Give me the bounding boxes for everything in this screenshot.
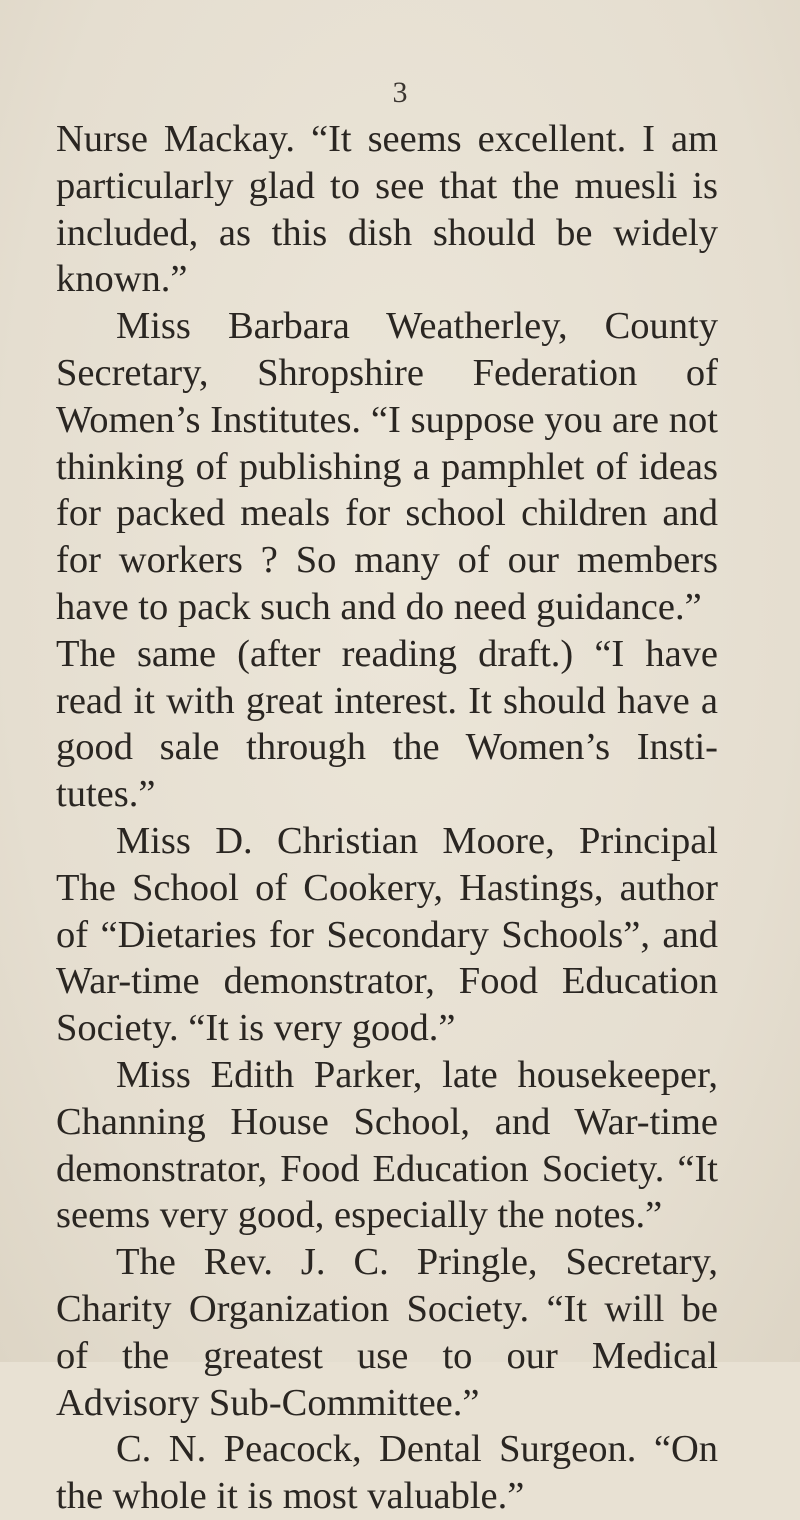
testimonial-peacock: C. N. Peacock, Dental Surgeon. “On the whole it is most valuable.” bbox=[56, 1428, 718, 1518]
testimonial-barbara-weatherley: Miss Barbara Weatherley, County Secretary, Shropshire Federation of Women’s Institutes. “I suppose you are not thinking of publishing a pamphlet of ideas for packed meals for school children and for workers ? So many of our members have to pack such and do need guidance.” bbox=[56, 305, 718, 628]
testimonial-same-after-draft: The same (after reading draft.) “I have read it with great interest. It should have a good sale through the Women’s Insti-tutes.” bbox=[56, 632, 718, 816]
page-number: 3 bbox=[392, 76, 408, 109]
testimonial-christian-moore: Miss D. Christian Moore, Principal The School of Cookery, Hastings, author of “Dietaries for Secondary Schools”, and War-time demonstrator, Food Education Society. “It is very good.” bbox=[56, 819, 718, 1050]
testimonials-text bbox=[56, 116, 718, 1520]
testimonial-rev-pringle: The Rev. J. C. Pringle, Secretary, Charity Organization Society. “It will be of the greatest use to our Medical Advisory Sub-Committee.” bbox=[56, 1241, 718, 1424]
testimonial-nurse-mackay: Nurse Mackay. “It seems excellent. I am particularly glad to see that the muesli is included, as this dish should be widely known.” bbox=[56, 118, 718, 301]
testimonial-edith-parker: Miss Edith Parker, late housekeeper, Channing House School, and War-time demonstrator, Food Education Society. “It seems very good, especially the notes.” bbox=[56, 1053, 718, 1237]
